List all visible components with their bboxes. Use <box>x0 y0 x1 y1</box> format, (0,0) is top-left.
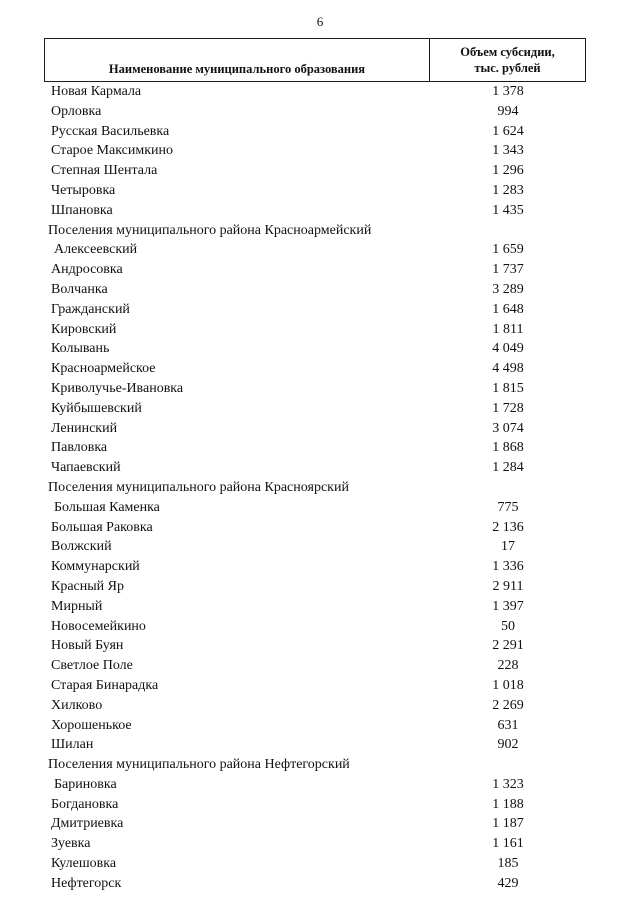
subsidy-amount: 4 498 <box>492 361 524 377</box>
municipality-name: Большая Каменка <box>54 499 160 515</box>
table-row <box>0 577 640 597</box>
municipality-name: Ленинский <box>51 420 118 436</box>
municipality-name: Хилково <box>51 697 103 713</box>
table-row <box>0 122 640 142</box>
column-header-amount <box>430 39 585 81</box>
subsidy-amount: 185 <box>497 856 519 872</box>
table-header <box>44 38 586 82</box>
subsidy-amount: 50 <box>501 618 515 634</box>
table-row <box>0 82 640 102</box>
subsidy-amount: 2 136 <box>492 519 524 535</box>
municipality-name: Алексеевский <box>54 242 138 258</box>
subsidy-amount: 1 435 <box>492 202 524 218</box>
subsidy-amount: 1 187 <box>492 816 524 832</box>
table-row <box>0 359 640 379</box>
table-row <box>0 260 640 280</box>
subsidy-amount: 1 737 <box>492 262 524 278</box>
table-row <box>0 300 640 320</box>
subsidy-amount: 2 291 <box>492 638 524 654</box>
municipality-name: Коммунарский <box>51 559 140 575</box>
table-row <box>0 795 640 815</box>
table-row <box>0 775 640 795</box>
subsidy-amount: 1 728 <box>492 400 524 416</box>
subsidy-amount: 1 284 <box>492 460 524 476</box>
municipality-name: Новый Буян <box>51 638 124 654</box>
subsidy-amount: 1 378 <box>492 84 524 99</box>
subsidy-amount: 3 074 <box>492 420 524 436</box>
table-row <box>0 201 640 221</box>
table-row <box>0 617 640 637</box>
table-row <box>0 438 640 458</box>
subsidy-amount: 1 811 <box>492 321 524 337</box>
municipality-name: Мирный <box>51 598 103 614</box>
municipality-name: Криволучье-Ивановка <box>51 380 184 396</box>
section-title: Поселения муниципального района Красноярский <box>48 479 349 495</box>
subsidy-amount: 1 648 <box>492 301 524 317</box>
section-header-row <box>0 478 640 498</box>
column-header-name-label: Наименование муниципального образования <box>108 62 366 76</box>
table-row <box>0 161 640 181</box>
table-row <box>0 320 640 340</box>
table-row <box>0 537 640 557</box>
subsidy-amount: 775 <box>497 499 519 515</box>
subsidy-amount: 429 <box>497 875 519 891</box>
subsidy-amount: 994 <box>497 103 519 119</box>
table-row <box>0 676 640 696</box>
subsidy-amount: 3 289 <box>492 281 524 297</box>
municipality-name: Кировский <box>51 321 117 337</box>
subsidy-amount: 1 296 <box>492 163 524 179</box>
municipality-name: Хорошенькое <box>51 717 132 733</box>
municipality-name: Шпановка <box>51 202 113 218</box>
table-body <box>0 82 640 894</box>
column-header-amount-line1: Объем субсидии, <box>460 45 555 59</box>
section-header-row <box>0 755 640 775</box>
municipality-name: Зуевка <box>51 836 91 852</box>
section-title: Поселения муниципального района Красноармейский <box>48 222 372 238</box>
municipality-name: Чапаевский <box>51 460 121 476</box>
subsidy-amount: 1 397 <box>492 598 524 614</box>
municipality-name: Андросовка <box>51 262 123 278</box>
subsidy-amount: 631 <box>497 717 519 733</box>
municipality-name: Большая Раковка <box>51 519 153 535</box>
subsidy-amount: 228 <box>497 658 519 674</box>
table-row <box>0 874 640 894</box>
table-row <box>0 557 640 577</box>
municipality-name: Степная Шентала <box>51 163 158 179</box>
table-row <box>0 458 640 478</box>
municipality-name: Орловка <box>51 103 102 119</box>
table-row <box>0 141 640 161</box>
table-row <box>0 696 640 716</box>
table-row <box>0 814 640 834</box>
table-row <box>0 597 640 617</box>
municipality-name: Красный Яр <box>51 578 124 594</box>
municipality-name: Русская Васильевка <box>51 123 170 139</box>
municipality-name: Светлое Поле <box>51 658 133 674</box>
municipality-name: Колывань <box>51 341 110 357</box>
column-header-amount-line2: тыс. рублей <box>474 61 541 75</box>
subsidy-amount: 1 336 <box>492 559 524 575</box>
municipality-name: Бариновка <box>54 776 117 792</box>
subsidy-amount: 1 868 <box>492 440 524 456</box>
section-header-row <box>0 221 640 241</box>
subsidy-amount: 2 911 <box>492 578 524 594</box>
table-row <box>0 518 640 538</box>
section-title: Поселения муниципального района Нефтегорский <box>48 757 350 773</box>
table-row <box>0 240 640 260</box>
table-row <box>0 656 640 676</box>
subsidy-amount: 1 323 <box>492 776 524 792</box>
table-row <box>0 280 640 300</box>
subsidy-amount: 17 <box>501 539 515 555</box>
municipality-name: Шилан <box>51 737 94 753</box>
column-header-name <box>45 39 430 81</box>
municipality-name: Старое Максимкино <box>51 143 174 159</box>
municipality-name: Красноармейское <box>51 361 156 377</box>
page-number: 6 <box>316 14 324 29</box>
municipality-name: Волчанка <box>51 281 108 297</box>
table-row <box>0 636 640 656</box>
municipality-name: Новосемейкино <box>51 618 146 634</box>
table-row <box>0 498 640 518</box>
subsidy-amount: 1 018 <box>492 677 524 693</box>
subsidy-amount: 1 188 <box>492 796 524 812</box>
table-row <box>0 102 640 122</box>
subsidy-amount: 2 269 <box>492 697 524 713</box>
subsidy-amount: 902 <box>497 737 519 753</box>
municipality-name: Нефтегорск <box>51 875 122 891</box>
subsidy-amount: 1 659 <box>492 242 524 258</box>
table-row <box>0 399 640 419</box>
subsidy-amount: 1 343 <box>492 143 524 159</box>
municipality-name: Новая Кармала <box>51 84 142 99</box>
municipality-name: Кулешовка <box>51 856 117 872</box>
subsidy-amount: 1 815 <box>492 380 524 396</box>
table-row <box>0 419 640 439</box>
municipality-name: Старая Бинарадка <box>51 677 159 693</box>
municipality-name: Богдановка <box>51 796 119 812</box>
subsidy-amount: 1 624 <box>492 123 524 139</box>
subsidy-amount: 1 283 <box>492 182 524 198</box>
municipality-name: Волжский <box>51 539 112 555</box>
municipality-name: Дмитриевка <box>51 816 124 832</box>
subsidy-amount: 4 049 <box>492 341 524 357</box>
table-row <box>0 854 640 874</box>
table-row <box>0 181 640 201</box>
table-row <box>0 379 640 399</box>
table-row <box>0 339 640 359</box>
municipality-name: Павловка <box>51 440 108 456</box>
table-row <box>0 735 640 755</box>
table-row <box>0 834 640 854</box>
municipality-name: Куйбышевский <box>51 400 142 416</box>
subsidy-amount: 1 161 <box>492 836 524 852</box>
municipality-name: Гражданский <box>51 301 130 317</box>
table-row <box>0 716 640 736</box>
municipality-name: Четыровка <box>51 182 116 198</box>
